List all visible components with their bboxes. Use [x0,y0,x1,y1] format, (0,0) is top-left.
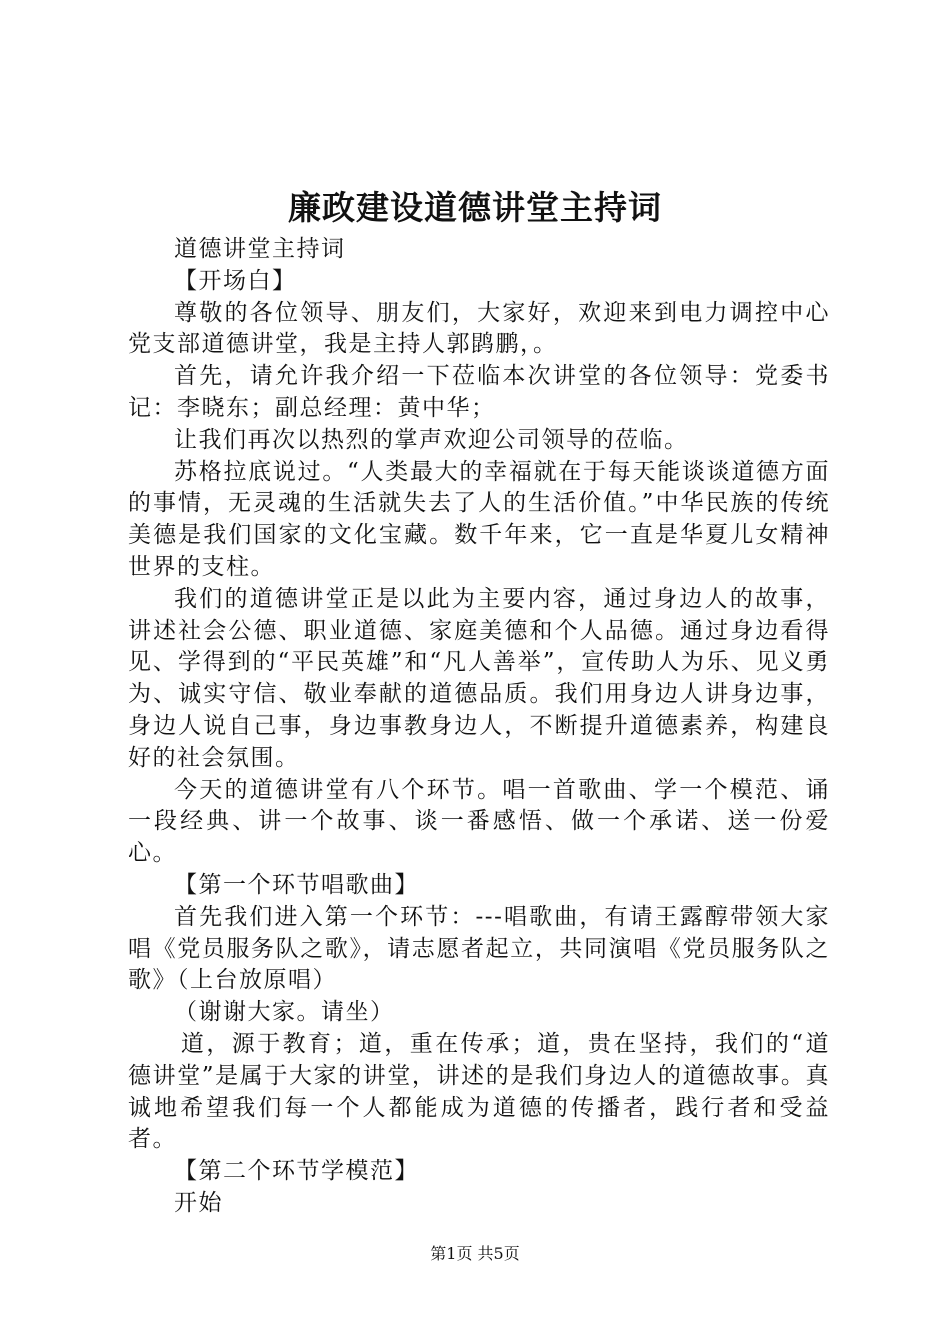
paragraph: 【开场白】 [174,267,297,294]
paragraph: （谢谢大家。请坐） [174,999,395,1026]
page-footer: 第1页 共5页 [430,1244,520,1263]
paragraph: 道，源于教育；道，重在传承；道，贵在坚持，我们的“道德讲堂”是属于大家的讲堂，讲述的是我们身边人的道德故事。真诚地希望我们每一个人都能成为道德的传播者，践行者和受益者。 [128,1030,830,1153]
paragraph: 今天的道德讲堂有八个环节。唱一首歌曲、学一个模范、诵一段经典、讲一个故事、谈一番感悟、做一个承诺、送一份爱心。 [128,776,830,867]
document-body [128,234,830,1220]
paragraph: 尊敬的各位领导、朋友们，大家好，欢迎来到电力调控中心党支部道德讲堂，我是主持人郭鹍鹏，。 [128,299,830,358]
paragraph: 道德讲堂主持词 [174,236,346,262]
paragraph: 首先，请允许我介绍一下莅临本次讲堂的各位领导：党委书记：李晓东；副总经理：黄中华； [128,363,830,421]
paragraph: 开始 [174,1189,223,1216]
paragraph: 【第二个环节学模范】 [174,1158,419,1185]
paragraph: 【第一个环节唱歌曲】 [174,871,419,898]
paragraph: 我们的道德讲堂正是以此为主要内容，通过身边人的故事，讲述社会公德、职业道德、家庭美德和个人品德。通过身边看得见、学得到的“平民英雄”和“凡人善举”，宣传助人为乐、见义勇为、诚实守信、敬业奉献的道德品质。我们用身边人讲身边事，身边人说自己事，身边事教身边人，不断提升道德素养，构建良好的社会氛围。 [128,585,830,771]
page-title: 廉政建设道德讲堂主持词 [288,188,662,227]
paragraph: 首先我们进入第一个环节：---唱歌曲，有请王露醇带领大家唱《党员服务队之歌》，请志愿者起立，共同演唱《党员服务队之歌》（上台放原唱） [128,903,830,994]
paragraph: 苏格拉底说过。“人类最大的幸福就在于每天能谈谈道德方面的事情，无灵魂的生活就失去了人的生活价值。”中华民族的传统美德是我们国家的文化宝藏。数千年来，它一直是华夏儿女精神世界的支柱。 [128,458,830,580]
paragraph: 让我们再次以热烈的掌声欢迎公司领导的莅临。 [174,426,689,453]
